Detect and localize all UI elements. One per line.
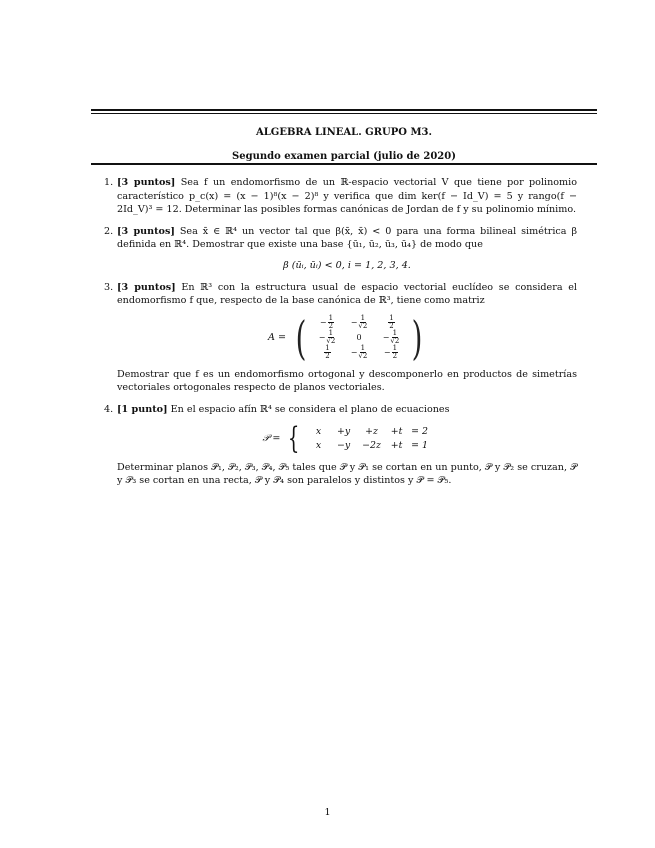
matrix-grid — [310, 315, 408, 360]
header-rule-top — [91, 109, 597, 111]
matrix-entry: 0 — [356, 333, 362, 343]
problem-1 — [104, 176, 577, 217]
system-term: = 1 — [411, 439, 428, 451]
matrix-entry: 1 2 — [389, 314, 394, 331]
matrix-entry: − $\frac{1}{2}$ — [383, 344, 398, 361]
problem-2 — [104, 225, 577, 273]
matrix-display — [117, 310, 577, 365]
problem-number: 3. — [104, 281, 114, 293]
matrix-entry: − $\frac{1}{√2}$ — [382, 329, 400, 346]
display-equation: β (ūᵢ, ūᵢ) < 0, i = 1, 2, 3, 4. — [283, 260, 411, 272]
matrix-entry: 1 2 — [325, 344, 330, 361]
problem-number: 2. — [104, 225, 114, 237]
problem-points: [1 punto] — [117, 404, 168, 416]
header-rule-top-thin — [91, 113, 597, 114]
problem-text: En ℝ³ con la estructura usual de espacio vectorial euclídeo se considera el endomorfismo f que, respecto de la base canónica de ℝ³, tiene como matriz — [117, 281, 578, 307]
matrix-entry: − $\frac{1}{2}$ — [319, 314, 334, 331]
system-display — [117, 420, 577, 456]
matrix-lhs: A = — [268, 332, 287, 344]
system-term: −y — [336, 439, 351, 451]
right-paren: ) — [411, 310, 423, 365]
system-term: +z — [365, 425, 378, 437]
exam-subtitle: Segundo examen parcial (julio de 2020) — [232, 151, 456, 162]
exam-title: ALGEBRA LINEAL. GRUPO M3. — [256, 127, 432, 138]
matrix-entry: − $\frac{1}{√2}$ — [318, 329, 336, 346]
problem-text-after: Determinar planos 𝒫₁, 𝒫₂, 𝒫₃, 𝒫₄, 𝒫₅ tales que 𝒫 y 𝒫₁ se cortan en un punto, 𝒫 y 𝒫₂ se cruzan, 𝒫 y 𝒫₃ se cortan en una recta, 𝒫 y 𝒫₄ son paralelos y distintos y 𝒫 = 𝒫₅. — [117, 461, 577, 487]
problem-number: 1. — [104, 177, 114, 188]
page-number: 1 — [324, 807, 331, 818]
system-term: +y — [336, 425, 351, 437]
system-term: = 2 — [411, 425, 428, 437]
left-paren: ( — [295, 310, 307, 365]
system-term: x — [315, 425, 322, 437]
system-term: +t — [390, 439, 403, 451]
problem-points: [3 puntos] — [117, 177, 176, 188]
system-grid — [308, 425, 432, 453]
matrix — [268, 310, 426, 365]
problem-points: [3 puntos] — [117, 225, 175, 237]
problem-list — [104, 176, 577, 496]
system-term: −2z — [362, 439, 381, 451]
system-term: +t — [390, 425, 403, 437]
equation-system — [262, 420, 431, 456]
problem-4 — [104, 403, 577, 488]
problem-3 — [104, 281, 577, 395]
left-brace: { — [288, 420, 300, 456]
problem-text-after: Demostrar que f es un endomorfismo ortogonal y descomponerlo en productos de simetrías vectoriales ortogonales respecto de planos vectoriales. — [117, 368, 577, 394]
problem-text: Sea x̄ ∈ ℝ⁴ un vector tal que β(x̄, x̄) < 0 para una forma bilineal simétrica β definida en ℝ⁴. Demostrar que existe una base {ū₁, ū₂, ū₃, ū₄} de modo que — [117, 225, 577, 251]
matrix-entry: − $\frac{1}{√2}$ — [350, 314, 368, 331]
problem-points: [3 puntos] — [117, 281, 176, 293]
problem-text: Sea f un endomorfismo de un ℝ-espacio vectorial V que tiene por polinomio característico p_c(x) = (x − 1)⁸(x − 2)⁸ y verifica que dim ker(f − Id_V) = 5 y rango(f − 2Id_V)³ = 12. Determinar las posibles formas canónicas de Jordan de f y su polinomio mínimo. — [117, 177, 577, 216]
problem-number: 4. — [104, 404, 114, 416]
system-lhs: 𝒫 = — [262, 432, 281, 444]
problem-text: En el espacio afín ℝ⁴ se considera el plano de ecuaciones — [170, 404, 450, 416]
system-term: x — [315, 439, 322, 451]
matrix-entry: − $\frac{1}{√2}$ — [350, 344, 368, 361]
header-rule-bottom — [91, 163, 597, 165]
